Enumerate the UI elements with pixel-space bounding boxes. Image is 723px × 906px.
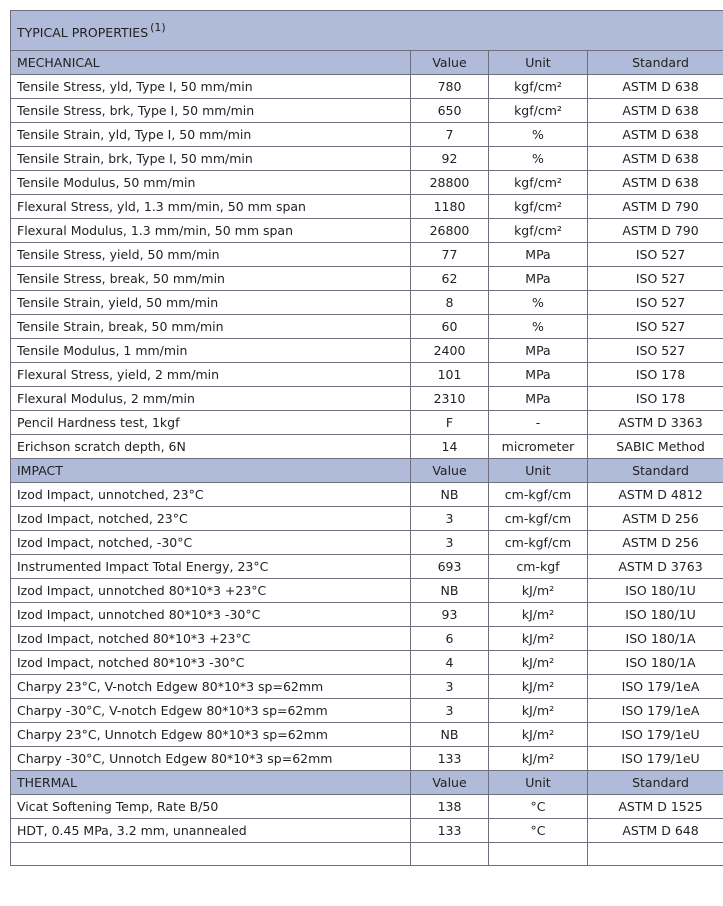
unit-cell: kgf/cm² [489,219,588,243]
property-name-cell: Tensile Stress, break, 50 mm/min [11,267,411,291]
value-cell: 780 [411,75,489,99]
standard-cell: ASTM D 256 [588,531,723,555]
property-name-cell: Tensile Stress, yield, 50 mm/min [11,243,411,267]
value-cell: 3 [411,675,489,699]
table-row [11,843,723,866]
standard-cell: ASTM D 256 [588,507,723,531]
table-title: TYPICAL PROPERTIES [17,25,149,40]
table-title-cell [11,11,723,51]
column-header-value: Value [411,459,489,483]
value-cell: 4 [411,651,489,675]
property-name-cell: Tensile Strain, yield, 50 mm/min [11,291,411,315]
value-cell: 62 [411,267,489,291]
standard-cell: ASTM D 4812 [588,483,723,507]
table-title-note: (1) [150,21,166,34]
unit-cell: °C [489,819,588,843]
standard-cell: ISO 527 [588,291,723,315]
table-row [11,579,723,603]
value-cell: 28800 [411,171,489,195]
value-cell: 1180 [411,195,489,219]
value-cell: 7 [411,123,489,147]
table-row [11,387,723,411]
property-name-cell: Tensile Stress, brk, Type I, 50 mm/min [11,99,411,123]
property-name-cell: Tensile Strain, yld, Type I, 50 mm/min [11,123,411,147]
standard-cell: ISO 527 [588,243,723,267]
unit-cell: kJ/m² [489,699,588,723]
value-cell: 2400 [411,339,489,363]
value-cell: 3 [411,531,489,555]
value-cell: 3 [411,699,489,723]
table-row [11,651,723,675]
table-row [11,363,723,387]
unit-cell: micrometer [489,435,588,459]
standard-cell: ISO 179/1eA [588,675,723,699]
property-name-cell: Charpy 23°C, Unnotch Edgew 80*10*3 sp=62mm [11,723,411,747]
value-cell: 101 [411,363,489,387]
property-name-cell: Izod Impact, notched, -30°C [11,531,411,555]
property-name-cell: Tensile Strain, brk, Type I, 50 mm/min [11,147,411,171]
column-header-standard: Standard [588,459,723,483]
property-name-cell: Pencil Hardness test, 1kgf [11,411,411,435]
table-row [11,75,723,99]
unit-cell: kgf/cm² [489,195,588,219]
table-row [11,147,723,171]
property-name-cell: Tensile Strain, break, 50 mm/min [11,315,411,339]
value-cell: 133 [411,819,489,843]
table-title-row [11,11,723,51]
unit-cell: cm-kgf/cm [489,483,588,507]
property-name-cell: Izod Impact, unnotched, 23°C [11,483,411,507]
unit-cell: kJ/m² [489,579,588,603]
unit-cell: % [489,147,588,171]
table-row [11,507,723,531]
table-row [11,483,723,507]
unit-cell: kJ/m² [489,747,588,771]
unit-cell: MPa [489,387,588,411]
property-name-cell: Charpy -30°C, V-notch Edgew 80*10*3 sp=62mm [11,699,411,723]
unit-cell: cm-kgf/cm [489,531,588,555]
standard-cell: ASTM D 3763 [588,555,723,579]
property-name-cell: Flexural Modulus, 1.3 mm/min, 50 mm span [11,219,411,243]
value-cell: 60 [411,315,489,339]
unit-cell: MPa [489,339,588,363]
standard-cell: SABIC Method [588,435,723,459]
table-row [11,339,723,363]
section-header-row [11,51,723,75]
standard-cell: ISO 527 [588,315,723,339]
table-row [11,435,723,459]
table-row [11,267,723,291]
table-row [11,171,723,195]
value-cell: 26800 [411,219,489,243]
standard-cell: ISO 178 [588,363,723,387]
standard-cell: ISO 180/1A [588,627,723,651]
value-cell [411,843,489,866]
unit-cell: kgf/cm² [489,171,588,195]
property-name-cell: Charpy -30°C, Unnotch Edgew 80*10*3 sp=62mm [11,747,411,771]
standard-cell: ASTM D 3363 [588,411,723,435]
property-name-cell: Erichson scratch depth, 6N [11,435,411,459]
table-row [11,243,723,267]
unit-cell: % [489,291,588,315]
table-row [11,219,723,243]
table-row [11,411,723,435]
unit-cell: kgf/cm² [489,99,588,123]
property-name-cell: HDT, 0.45 MPa, 3.2 mm, unannealed [11,819,411,843]
standard-cell: ISO 527 [588,339,723,363]
unit-cell: MPa [489,243,588,267]
value-cell: 3 [411,507,489,531]
properties-table [10,10,723,866]
standard-cell: ASTM D 638 [588,99,723,123]
property-name-cell [11,843,411,866]
table-row [11,627,723,651]
column-header-standard: Standard [588,771,723,795]
unit-cell: cm-kgf [489,555,588,579]
section-header-row [11,771,723,795]
unit-cell: % [489,315,588,339]
value-cell: 77 [411,243,489,267]
property-name-cell: Vicat Softening Temp, Rate B/50 [11,795,411,819]
properties-table-body [11,11,723,866]
table-row [11,315,723,339]
table-row [11,123,723,147]
table-row [11,603,723,627]
unit-cell: kgf/cm² [489,75,588,99]
unit-cell: kJ/m² [489,603,588,627]
property-name-cell: Izod Impact, notched 80*10*3 +23°C [11,627,411,651]
standard-cell: ISO 179/1eU [588,747,723,771]
value-cell: NB [411,723,489,747]
unit-cell: kJ/m² [489,627,588,651]
section-header-row [11,459,723,483]
standard-cell: ISO 180/1A [588,651,723,675]
property-name-cell: Flexural Stress, yld, 1.3 mm/min, 50 mm span [11,195,411,219]
property-name-cell: Izod Impact, notched, 23°C [11,507,411,531]
standard-cell: ASTM D 638 [588,171,723,195]
table-row [11,555,723,579]
value-cell: NB [411,483,489,507]
standard-cell [588,843,723,866]
standard-cell: ASTM D 638 [588,147,723,171]
unit-cell: MPa [489,267,588,291]
value-cell: 8 [411,291,489,315]
value-cell: 92 [411,147,489,171]
unit-cell: - [489,411,588,435]
value-cell: 6 [411,627,489,651]
column-header-unit: Unit [489,771,588,795]
column-header-standard: Standard [588,51,723,75]
unit-cell: kJ/m² [489,675,588,699]
table-row [11,723,723,747]
value-cell: 93 [411,603,489,627]
table-row [11,819,723,843]
unit-cell: kJ/m² [489,651,588,675]
table-row [11,531,723,555]
standard-cell: ISO 180/1U [588,603,723,627]
value-cell: 133 [411,747,489,771]
unit-cell: % [489,123,588,147]
property-name-cell: Charpy 23°C, V-notch Edgew 80*10*3 sp=62mm [11,675,411,699]
property-name-cell: Tensile Stress, yld, Type I, 50 mm/min [11,75,411,99]
table-row [11,795,723,819]
unit-cell: kJ/m² [489,723,588,747]
section-name: IMPACT [11,459,411,483]
standard-cell: ASTM D 638 [588,75,723,99]
unit-cell: °C [489,795,588,819]
standard-cell: ISO 180/1U [588,579,723,603]
standard-cell: ISO 527 [588,267,723,291]
property-name-cell: Flexural Stress, yield, 2 mm/min [11,363,411,387]
table-row [11,291,723,315]
property-name-cell: Tensile Modulus, 50 mm/min [11,171,411,195]
value-cell: NB [411,579,489,603]
value-cell: 138 [411,795,489,819]
property-name-cell: Flexural Modulus, 2 mm/min [11,387,411,411]
column-header-value: Value [411,771,489,795]
standard-cell: ASTM D 790 [588,195,723,219]
column-header-unit: Unit [489,459,588,483]
table-row [11,195,723,219]
standard-cell: ISO 178 [588,387,723,411]
property-name-cell: Izod Impact, unnotched 80*10*3 +23°C [11,579,411,603]
standard-cell: ASTM D 638 [588,123,723,147]
standard-cell: ISO 179/1eA [588,699,723,723]
table-row [11,747,723,771]
value-cell: 2310 [411,387,489,411]
standard-cell: ASTM D 648 [588,819,723,843]
property-name-cell: Izod Impact, unnotched 80*10*3 -30°C [11,603,411,627]
table-row [11,675,723,699]
table-row [11,99,723,123]
unit-cell [489,843,588,866]
value-cell: 693 [411,555,489,579]
unit-cell: MPa [489,363,588,387]
property-name-cell: Instrumented Impact Total Energy, 23°C [11,555,411,579]
property-name-cell: Izod Impact, notched 80*10*3 -30°C [11,651,411,675]
value-cell: 650 [411,99,489,123]
standard-cell: ISO 179/1eU [588,723,723,747]
unit-cell: cm-kgf/cm [489,507,588,531]
standard-cell: ASTM D 1525 [588,795,723,819]
table-row [11,699,723,723]
value-cell: 14 [411,435,489,459]
value-cell: F [411,411,489,435]
property-name-cell: Tensile Modulus, 1 mm/min [11,339,411,363]
standard-cell: ASTM D 790 [588,219,723,243]
section-name: THERMAL [11,771,411,795]
section-name: MECHANICAL [11,51,411,75]
column-header-unit: Unit [489,51,588,75]
column-header-value: Value [411,51,489,75]
